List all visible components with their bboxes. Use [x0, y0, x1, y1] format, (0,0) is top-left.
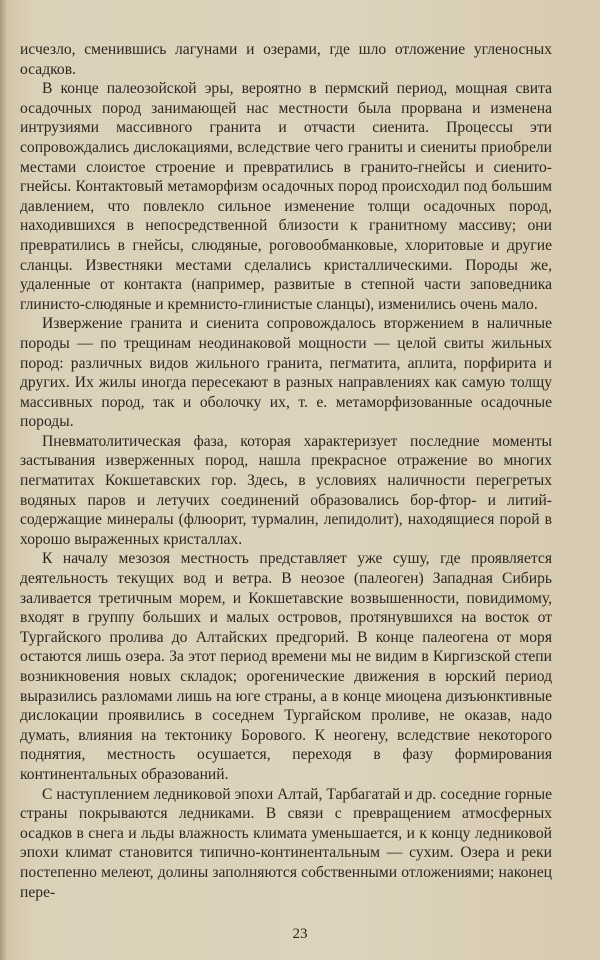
paragraph: К началу мезозоя местность представляет уже сушу, где проявляется деятельность текущих вод и ветра. В неозое (палеоген) Западная Сибирь заливается третичным морем, и Кокшетавские возвышенности, повидимому, входят в группу больших и малых островов, протянувшихся на восток от Тургайского пролива до Алтайских предгорий. В конце палеогена от моря остаются лишь озера. За этот период времени мы не видим в Киргизской степи возникновения новых складок; орогенические движения в юрский период выразились разломами лишь на юге страны, а в конце миоцена дизъюнктивные дислокации проявились в соседнем Тургайском проливе, не оказав, надо думать, влияния на тектонику Борового. К неогену, вследствие некоторого поднятия, местность осушается, переходя в фазу формирования континентальных образований.	[20, 550, 552, 783]
paragraph: Извержение гранита и сиенита сопровождалось вторжением в наличные породы — по трещинам неодинаковой мощности — целой свиты жильных пород: различных видов жильного гранита, пегматита, аплита, порфирита и других. Их жилы иногда пересекают в разных направлениях как самую толщу массивных пород, так и оболочку их, т. е. метаморфизованные осадочные породы.	[20, 315, 552, 431]
paragraph: исчезло, сменившись лагунами и озерами, где шло отложение угленосных осадков.	[20, 41, 552, 78]
body-text	[20, 40, 552, 902]
paragraph: В конце палеозойской эры, вероятно в пермский период, мощная свита осадочных пород занимающей нас местности была прорвана и изменена интрузиями массивного гранита и отчасти сиенита. Процессы эти сопровождались дислокациями, вследствие чего граниты и сиениты приобрели местами слоистое строение и превратились в гранито-гнейсы и сиенито-гнейсы. Контактовый метаморфизм осадочных пород происходил под большим давлением, что повлекло сильное изменение толщи осадочных пород, находившихся в непосредственной близости к гранитному массиву; они превратились в гнейсы, слюдяные, роговообманковые, хлоритовые и другие сланцы. Известняки местами сделались кристаллическими. Породы же, удаленные от контакта (например, развитые в степной части заповедника глинисто-слюдяные и кремнисто-глинистые сланцы), изменились очень мало.	[20, 80, 552, 313]
page-binding-edge	[0, 0, 8, 960]
paragraph: С наступлением ледниковой эпохи Алтай, Тарбагатай и др. соседние горные страны покрываются ледниками. В связи с превращением атмосферных осадков в снега и льды влажность климата уменьшается, и к концу ледниковой эпохи климат становится типично-континентальным — сухим. Озера и реки постепенно мелеют, долины заполняются собственными отложениями; наконец пере-	[20, 785, 552, 901]
paragraph: Пневматолитическая фаза, которая характеризует последние моменты застывания изверженных пород, нашла прекрасное отражение во многих пегматитах Кокшетавских гор. Здесь, в условиях наличности перегретых водяных паров и летучих соединений образовались бор-фтор- и литий-содержащие минералы (флюорит, турмалин, лепидолит), находящиеся порой в хорошо выраженных кристаллах.	[20, 432, 552, 548]
page-number: 23	[292, 926, 308, 942]
